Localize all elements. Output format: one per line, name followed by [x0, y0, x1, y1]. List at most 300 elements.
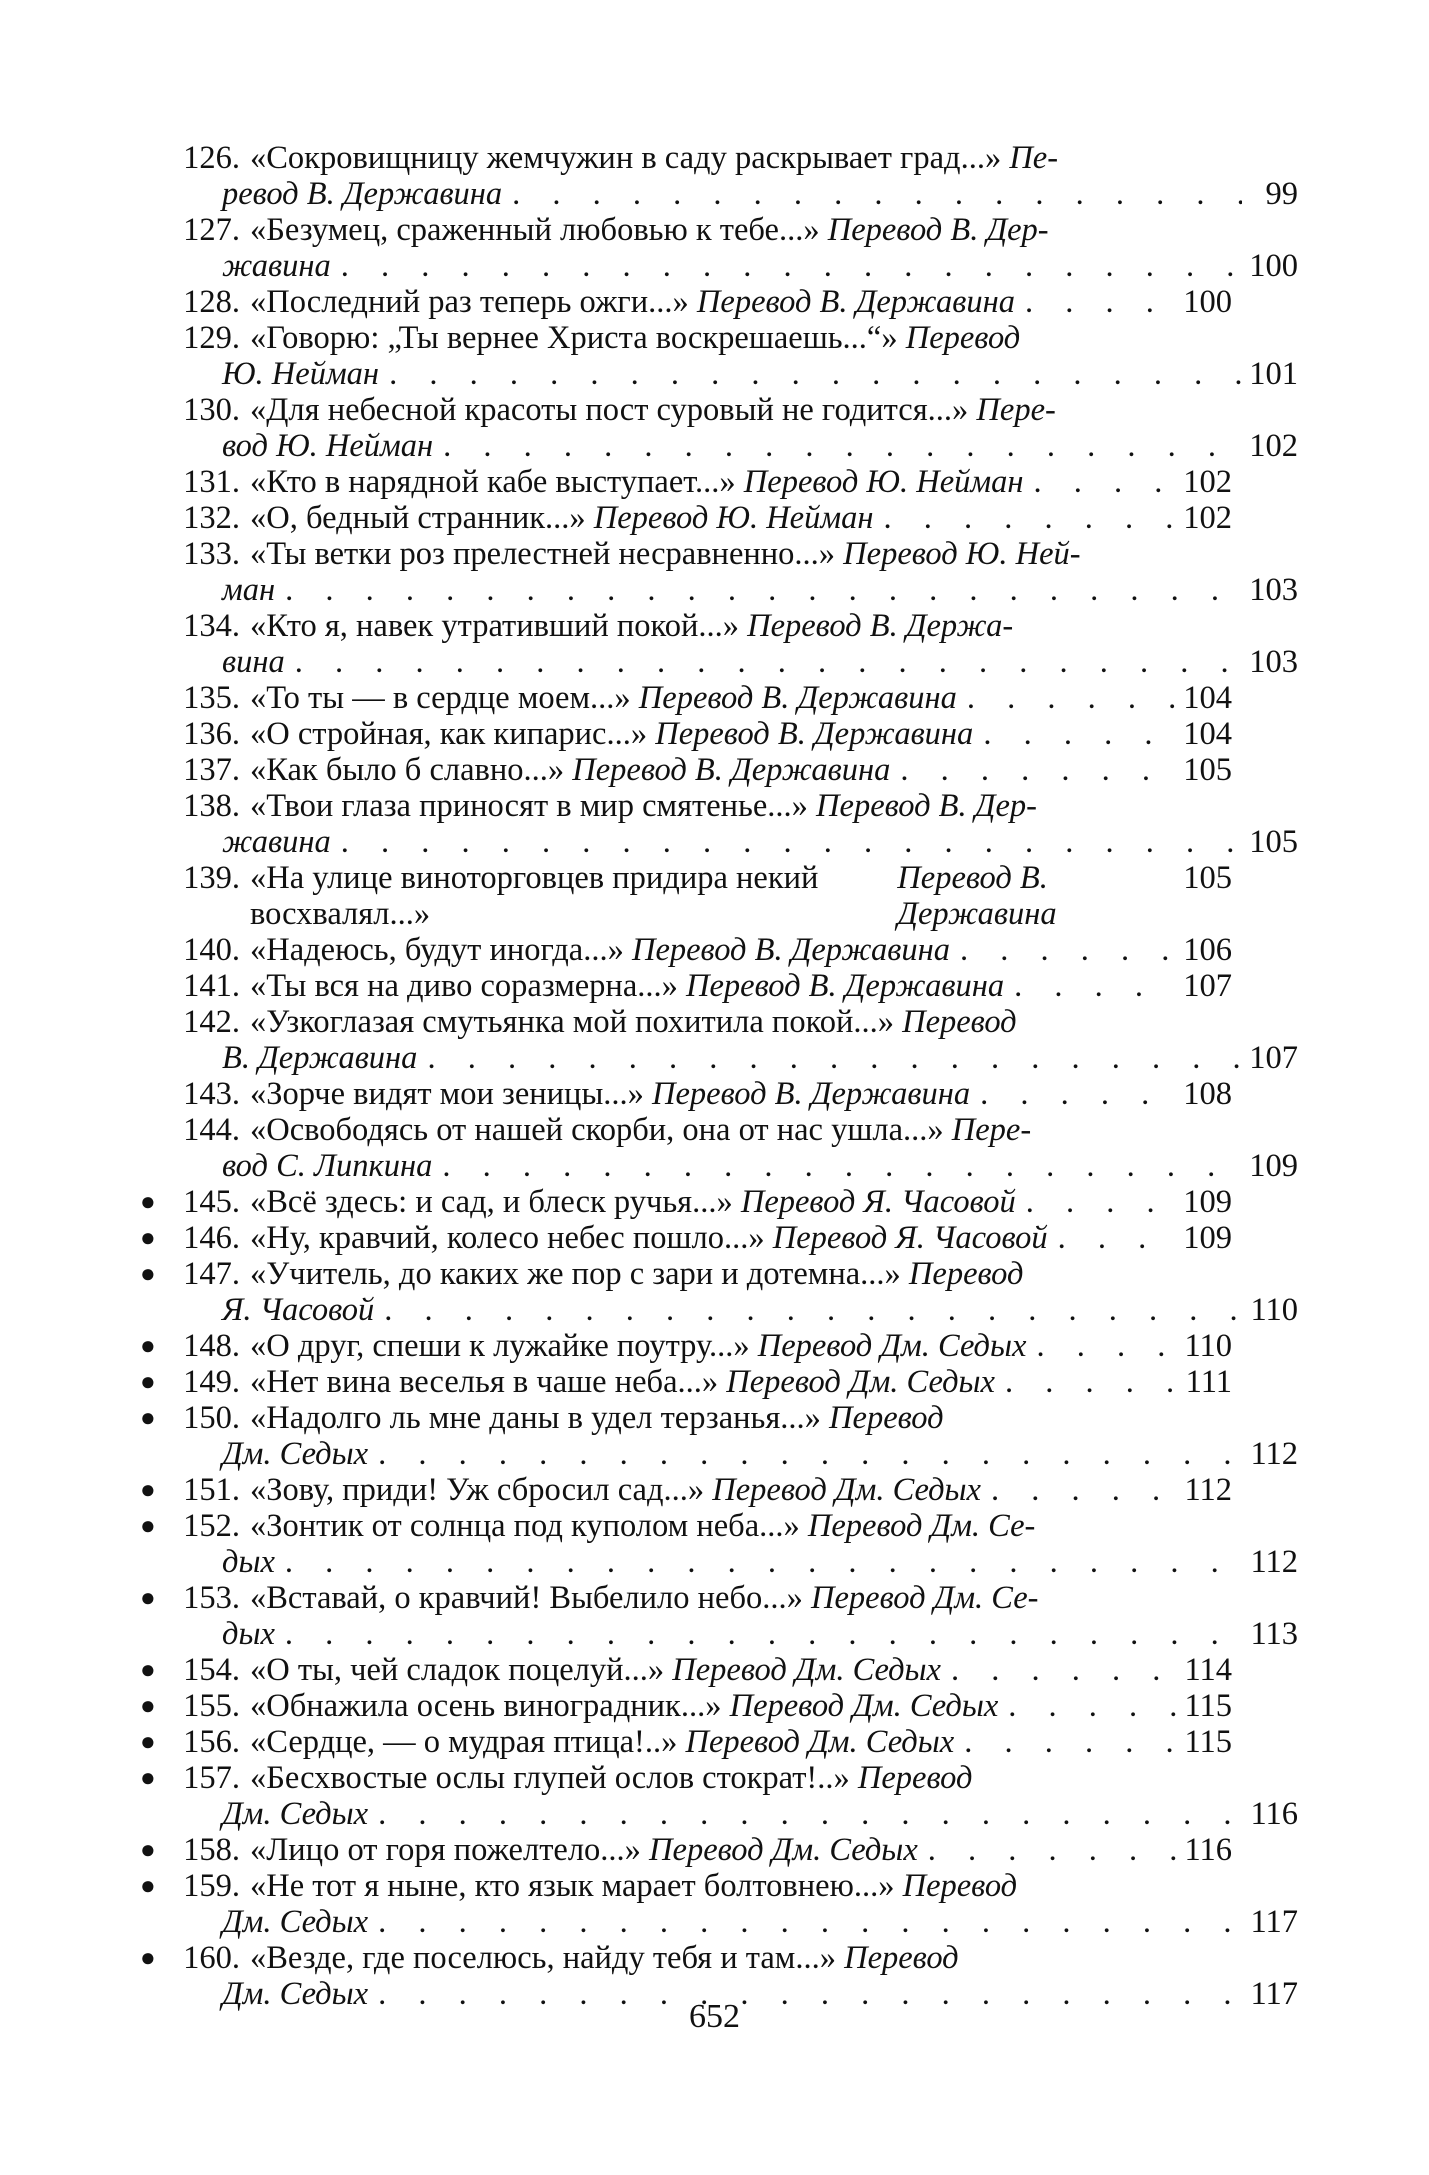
poem-first-line: «Ну, кравчий, колесо небес пошло...»: [250, 1220, 765, 1256]
poem-first-line: «На улице виноторговцев придира некий восхвалял...»: [250, 860, 819, 932]
bullet-icon: ●: [140, 1511, 156, 1540]
entry-body: [250, 1760, 1166, 1796]
translator-credit: Перевод В. Дер-: [827, 212, 1049, 248]
translator-credit: Перевод Дм. Седых: [672, 1652, 941, 1688]
toc-entry: [162, 788, 1298, 860]
toc-entry: [162, 284, 1232, 320]
entry-number-text: 131.: [183, 464, 240, 500]
bullet-icon: ●: [140, 1331, 156, 1360]
toc-entry: [162, 968, 1232, 1004]
poem-first-line: «Обнажила осень виноградник...»: [250, 1688, 722, 1724]
dot-leader: [890, 752, 1176, 788]
entry-line: [250, 1688, 1232, 1724]
toc-entry: [140, 1472, 1232, 1508]
entry-number-text: 146.: [183, 1220, 240, 1256]
entry-body: [250, 608, 1166, 644]
poem-first-line: «Безумец, сраженный любовью к тебе...»: [250, 212, 820, 248]
toc-entry: [162, 752, 1232, 788]
entry-number-text: 148.: [183, 1328, 240, 1364]
dot-leader: [1166, 860, 1176, 896]
dot-leader: [374, 1292, 1242, 1328]
translator-credit: Перевод Ю. Ней-: [843, 536, 1081, 572]
translator-credit: Перевод: [902, 1868, 1018, 1904]
entry-number: [140, 1328, 240, 1364]
entry-tail: [222, 644, 1298, 680]
entry-number: [162, 140, 240, 176]
entry-number: [162, 1112, 240, 1148]
translator-credit: Перевод Дм. Се-: [811, 1580, 1039, 1616]
toc-entry: [140, 1328, 1232, 1364]
entry-line: [250, 932, 1232, 968]
entry-line: [250, 284, 1232, 320]
translator-credit: вод С. Липкина: [222, 1148, 433, 1184]
spacer: [641, 1832, 649, 1868]
poem-first-line: «Ты ветки роз прелестней несравненно...»: [250, 536, 836, 572]
poem-first-line: «Последний раз теперь ожги...»: [250, 284, 689, 320]
page-ref: 102: [1183, 500, 1232, 536]
entry-number: [140, 1400, 240, 1436]
translator-credit: Перевод В. Державина: [638, 680, 957, 716]
poem-first-line: «Для небесной красоты пост суровый не годится...»: [250, 392, 969, 428]
dot-leader: [275, 1616, 1242, 1652]
page-ref: 105: [1249, 824, 1298, 860]
bullet-icon: ●: [140, 1475, 156, 1504]
dot-leader: [950, 932, 1176, 968]
entry-number-text: 143.: [183, 1076, 240, 1112]
dot-leader: [954, 1724, 1176, 1760]
entry-number: [140, 1508, 240, 1544]
translator-credit: Перевод: [905, 320, 1021, 356]
toc-entry: [162, 464, 1232, 500]
poem-first-line: «Надолго ль мне даны в удел терзанья...»: [250, 1400, 821, 1436]
dot-leader: [1004, 968, 1176, 1004]
poem-first-line: «Кто в нарядной кабе выступает...»: [250, 464, 736, 500]
entry-body: [250, 536, 1166, 572]
entry-number-text: 138.: [183, 788, 240, 824]
toc-entry: [162, 680, 1232, 716]
page-ref: 117: [1250, 1904, 1298, 1940]
toc-entry: [140, 1760, 1298, 1832]
dot-leader: [275, 572, 1242, 608]
translator-credit: Ю. Нейман: [222, 356, 380, 392]
entry-body: [250, 1508, 1166, 1544]
poem-first-line: «Учитель, до каких же пор с зари и дотемна...»: [250, 1256, 901, 1292]
page-ref: 109: [1249, 1148, 1298, 1184]
entry-number-text: 136.: [183, 716, 240, 752]
entry-line: [250, 1724, 1232, 1760]
entry-body: [250, 1256, 1166, 1292]
entry-number-text: 129.: [183, 320, 240, 356]
dot-leader: [368, 1436, 1242, 1472]
entry-line: [250, 1076, 1232, 1112]
toc-entry: [162, 536, 1298, 608]
entry-body: [250, 1940, 1166, 1976]
entry-number-text: 135.: [183, 680, 240, 716]
toc-entry: [162, 1112, 1298, 1184]
page-ref: 109: [1183, 1220, 1232, 1256]
poem-first-line: «Лицо от горя пожелтело...»: [250, 1832, 641, 1868]
bullet-icon: ●: [140, 1691, 156, 1720]
translator-credit: дых: [222, 1616, 275, 1652]
poem-first-line: «Как было б славно...»: [250, 752, 565, 788]
entry-number-text: 142.: [183, 1004, 240, 1040]
dot-leader: [417, 1040, 1242, 1076]
dot-leader: [1048, 1220, 1176, 1256]
bullet-icon: ●: [140, 1223, 156, 1252]
toc-entry: [140, 1220, 1232, 1256]
entry-number: [162, 536, 240, 572]
entry-body: [250, 1112, 1166, 1148]
entry-number: [162, 464, 240, 500]
entry-number: [162, 608, 240, 644]
toc-entry: [162, 860, 1232, 932]
entry-body: [250, 320, 1166, 356]
spacer: [750, 1328, 758, 1364]
translator-credit: дых: [222, 1544, 275, 1580]
poem-first-line: «Всё здесь: и сад, и блеск ручья...»: [250, 1184, 733, 1220]
entry-number: [140, 1220, 240, 1256]
entry-number-text: 157.: [183, 1760, 240, 1796]
entry-number: [140, 1940, 240, 1976]
entry-number: [140, 1256, 240, 1292]
spacer: [736, 464, 744, 500]
poem-first-line: «Не тот я ныне, кто язык марает болтовнею...»: [250, 1868, 895, 1904]
toc-entry: [140, 1652, 1232, 1688]
page-ref: 115: [1184, 1688, 1232, 1724]
dot-leader: [331, 248, 1242, 284]
page-ref: 117: [1250, 1976, 1298, 2012]
translator-credit: жавина: [222, 248, 331, 284]
translator-credit: жавина: [222, 824, 331, 860]
entry-line: [250, 464, 1232, 500]
page-ref: 107: [1249, 1040, 1298, 1076]
entry-number: [140, 1472, 240, 1508]
translator-credit: Перевод В. Державина: [897, 860, 1057, 932]
page-ref: 101: [1249, 356, 1298, 392]
translator-credit: Перевод Ю. Нейман: [743, 464, 1024, 500]
entry-body: [250, 1400, 1166, 1436]
entry-line: [250, 1652, 1232, 1688]
dot-leader: [998, 1688, 1176, 1724]
translator-credit: Перевод В. Дер-: [816, 788, 1037, 824]
dot-leader: [1026, 1328, 1176, 1364]
spacer: [721, 1688, 729, 1724]
bullet-icon: ●: [140, 1367, 156, 1396]
dot-leader: [970, 1076, 1176, 1112]
entry-number: [162, 500, 240, 536]
entry-number-text: 151.: [183, 1472, 240, 1508]
translator-credit: вина: [222, 644, 285, 680]
page-ref: 102: [1249, 428, 1298, 464]
translator-credit: Пере-: [976, 392, 1056, 428]
entry-tail: [222, 572, 1298, 608]
entry-number-text: 126.: [183, 140, 240, 176]
toc-entry: [140, 1364, 1232, 1400]
entry-number: [140, 1184, 240, 1220]
translator-credit: Перевод В. Державина: [696, 284, 1015, 320]
entry-body: [250, 788, 1166, 824]
dot-leader: [331, 824, 1242, 860]
entry-number: [162, 392, 240, 428]
entry-number-text: 137.: [183, 752, 240, 788]
entry-number: [140, 1868, 240, 1904]
page-ref: 112: [1250, 1436, 1298, 1472]
bullet-icon: ●: [140, 1871, 156, 1900]
entry-number: [162, 1004, 240, 1040]
entry-line: [250, 1832, 1232, 1868]
translator-credit: Дм. Седых: [222, 1976, 369, 2012]
bullet-icon: ●: [140, 1187, 156, 1216]
translator-credit: Перевод Ю. Нейман: [593, 500, 874, 536]
entry-line: [250, 1364, 1232, 1400]
page-ref: 107: [1183, 968, 1232, 1004]
dot-leader: [502, 176, 1242, 212]
entry-number: [140, 1652, 240, 1688]
entry-line: [250, 1472, 1232, 1508]
page-ref: 106: [1183, 932, 1232, 968]
entry-number-text: 154.: [183, 1652, 240, 1688]
spacer: [586, 500, 594, 536]
poem-first-line: «Ты вся на диво соразмерна...»: [250, 968, 678, 1004]
translator-credit: ман: [222, 572, 276, 608]
entry-number-text: 145.: [183, 1184, 240, 1220]
entry-tail: [222, 1544, 1298, 1580]
dot-leader: [1016, 1184, 1176, 1220]
bullet-icon: ●: [140, 1583, 156, 1612]
entry-number-text: 147.: [183, 1256, 240, 1292]
entry-number-text: 130.: [183, 392, 240, 428]
translator-credit: Перевод: [902, 1004, 1017, 1040]
entry-number: [140, 1724, 240, 1760]
page-ref: 110: [1184, 1328, 1232, 1364]
translator-credit: В. Державина: [222, 1040, 418, 1076]
page-ref: 115: [1184, 1724, 1232, 1760]
poem-first-line: «Вставай, о кравчий! Выбелило небо...»: [250, 1580, 803, 1616]
toc-entry: [162, 1076, 1232, 1112]
entry-line: [250, 1328, 1232, 1364]
poem-first-line: «Надеюсь, будут иногда...»: [250, 932, 624, 968]
entry-body: [250, 392, 1166, 428]
entry-number-text: 150.: [183, 1400, 240, 1436]
page-ref: 109: [1183, 1184, 1232, 1220]
bullet-icon: ●: [140, 1727, 156, 1756]
toc-entry: [140, 1868, 1298, 1940]
dot-leader: [368, 1904, 1242, 1940]
entry-number-text: 141.: [183, 968, 240, 1004]
page-ref: 112: [1184, 1472, 1232, 1508]
dot-leader: [981, 1472, 1176, 1508]
entry-line: [250, 1184, 1232, 1220]
page-ref: 99: [1265, 176, 1298, 212]
translator-credit: Перевод В. Держа-: [747, 608, 1014, 644]
poem-first-line: «Твои глаза приносят в мир смятенье...»: [250, 788, 808, 824]
entry-tail: [222, 176, 1298, 212]
bullet-icon: ●: [140, 1763, 156, 1792]
entry-tail: [222, 1292, 1298, 1328]
dot-leader: [379, 356, 1242, 392]
page-ref: 100: [1249, 248, 1298, 284]
entry-tail: [222, 248, 1298, 284]
dot-leader: [941, 1652, 1176, 1688]
entry-number-text: 155.: [183, 1688, 240, 1724]
entry-line: [250, 1220, 1232, 1256]
poem-first-line: «Везде, где поселюсь, найду тебя и там...»: [250, 1940, 836, 1976]
translator-credit: Перевод Дм. Седых: [685, 1724, 955, 1760]
poem-first-line: «О друг, спеши к лужайке поутру...»: [250, 1328, 750, 1364]
poem-first-line: «То ты — в сердце моем...»: [250, 680, 631, 716]
translator-credit: Перевод: [857, 1760, 973, 1796]
page-ref: 104: [1183, 716, 1232, 752]
entry-tail: [222, 428, 1298, 464]
entry-number: [140, 1364, 240, 1400]
entry-tail: [222, 1148, 1298, 1184]
spacer: [689, 284, 697, 320]
entry-number: [162, 1076, 240, 1112]
poem-first-line: «О стройная, как кипарис...»: [250, 716, 648, 752]
entry-body: [250, 140, 1166, 176]
translator-credit: вод Ю. Нейман: [222, 428, 434, 464]
page-ref: 104: [1183, 680, 1232, 716]
entry-line: [250, 716, 1232, 752]
toc-entry: [140, 1256, 1298, 1328]
page-ref: 103: [1249, 572, 1298, 608]
page-number: 652: [689, 1998, 740, 2035]
poem-first-line: «Сердце, — о мудрая птица!..»: [250, 1724, 678, 1760]
entry-number-text: 128.: [183, 284, 240, 320]
page-ref: 103: [1249, 644, 1298, 680]
entry-number-text: 140.: [183, 932, 240, 968]
poem-first-line: «Зонтик от солнца под куполом неба...»: [250, 1508, 800, 1544]
toc-entry: [162, 608, 1298, 680]
page-ref: 102: [1183, 464, 1232, 500]
toc-entry: [140, 1688, 1232, 1724]
entry-body: [250, 212, 1166, 248]
toc-entry: [162, 932, 1232, 968]
translator-credit: Перевод Дм. Седых: [712, 1472, 981, 1508]
toc-entry: [140, 1508, 1298, 1580]
dot-leader: [973, 716, 1176, 752]
page-ref: 108: [1183, 1076, 1232, 1112]
dot-leader: [995, 1364, 1176, 1400]
toc-entry: [140, 1832, 1232, 1868]
translator-credit: Дм. Седых: [222, 1436, 369, 1472]
table-of-contents: [140, 140, 1298, 2012]
page-ref: 110: [1250, 1292, 1298, 1328]
entry-number-text: 156.: [183, 1724, 240, 1760]
bullet-icon: ●: [140, 1835, 156, 1864]
bullet-icon: ●: [140, 1403, 156, 1432]
dot-leader: [873, 500, 1176, 536]
page-ref: 114: [1184, 1652, 1232, 1688]
page-ref: 116: [1250, 1796, 1298, 1832]
entry-line: [250, 752, 1232, 788]
toc-entry: [140, 1724, 1232, 1760]
entry-number-text: 149.: [183, 1364, 240, 1400]
toc-entry: [162, 140, 1298, 212]
page-ref: 113: [1250, 1616, 1298, 1652]
entry-number: [162, 716, 240, 752]
translator-credit: Перевод Дм. Седых: [726, 1364, 995, 1400]
spacer: [765, 1220, 773, 1256]
translator-credit: Перевод Я. Часовой: [772, 1220, 1048, 1256]
entry-number-text: 158.: [183, 1832, 240, 1868]
entry-body: [250, 1580, 1166, 1616]
entry-number-text: 159.: [183, 1868, 240, 1904]
page-ref: 100: [1183, 284, 1232, 320]
entry-body: [250, 1868, 1166, 1904]
translator-credit: Перевод Дм. Седых: [729, 1688, 999, 1724]
entry-number: [140, 1688, 240, 1724]
entry-tail: [222, 824, 1298, 860]
translator-credit: Перевод Я. Часовой: [740, 1184, 1016, 1220]
poem-first-line: «О ты, чей сладок поцелуй...»: [250, 1652, 665, 1688]
dot-leader: [918, 1832, 1176, 1868]
entry-number-text: 127.: [183, 212, 240, 248]
dot-leader: [368, 1796, 1242, 1832]
entry-tail: [222, 1616, 1298, 1652]
entry-number: [162, 284, 240, 320]
translator-credit: Я. Часовой: [222, 1292, 375, 1328]
spacer: [624, 932, 632, 968]
translator-credit: Дм. Седых: [222, 1904, 369, 1940]
translator-credit: Перевод Дм. Седых: [757, 1328, 1027, 1364]
entry-number-text: 153.: [183, 1580, 240, 1616]
dot-leader: [1015, 284, 1176, 320]
translator-credit: Перевод В. Державина: [652, 1076, 971, 1112]
toc-entry: [162, 1004, 1298, 1076]
entry-number-text: 152.: [183, 1508, 240, 1544]
translator-credit: Перевод В. Державина: [686, 968, 1005, 1004]
translator-credit: Дм. Седых: [222, 1796, 369, 1832]
toc-entry: [162, 500, 1232, 536]
dot-leader: [285, 644, 1242, 680]
translator-credit: Перевод В. Державина: [631, 932, 951, 968]
spacer: [733, 1184, 741, 1220]
dot-leader: [957, 680, 1176, 716]
toc-entry: [140, 1400, 1298, 1472]
entry-number: [140, 1760, 240, 1796]
dot-leader: [433, 428, 1242, 464]
entry-number-text: 132.: [183, 500, 240, 536]
poem-first-line: «Сокровищницу жемчужин в саду раскрывает град...»: [250, 140, 1002, 176]
poem-first-line: «Говорю: „Ты вернее Христа воскрешаешь...“»: [250, 320, 898, 356]
entry-number-text: 144.: [183, 1112, 240, 1148]
poem-first-line: «Бесхвостые ослы глупей ослов стократ!..»: [250, 1760, 850, 1796]
translator-credit: Перевод Дм. Седых: [649, 1832, 918, 1868]
entry-tail: [222, 1040, 1298, 1076]
dot-leader: [275, 1544, 1242, 1580]
entry-number: [162, 932, 240, 968]
poem-first-line: «Узкоглазая смутьянка мой похитила покой...»: [250, 1004, 894, 1040]
spacer: [631, 680, 639, 716]
page-ref: 105: [1183, 752, 1232, 788]
entry-number: [162, 968, 240, 1004]
poem-first-line: «О, бедный странник...»: [250, 500, 586, 536]
poem-first-line: «Нет вина веселья в чаше неба...»: [250, 1364, 719, 1400]
toc-entry: [140, 1580, 1298, 1652]
entry-number-text: 160.: [183, 1940, 240, 1976]
entry-tail: [222, 1796, 1298, 1832]
entry-number: [162, 788, 240, 824]
translator-credit: Перевод: [829, 1400, 944, 1436]
entry-tail: [222, 1436, 1298, 1472]
entry-tail: [222, 1904, 1298, 1940]
translator-credit: Перевод: [844, 1940, 959, 1976]
page-ref: 105: [1183, 860, 1232, 896]
poem-first-line: «Зорче видят мои зеницы...»: [250, 1076, 644, 1112]
toc-entry: [162, 320, 1298, 392]
translator-credit: Перевод: [908, 1256, 1024, 1292]
